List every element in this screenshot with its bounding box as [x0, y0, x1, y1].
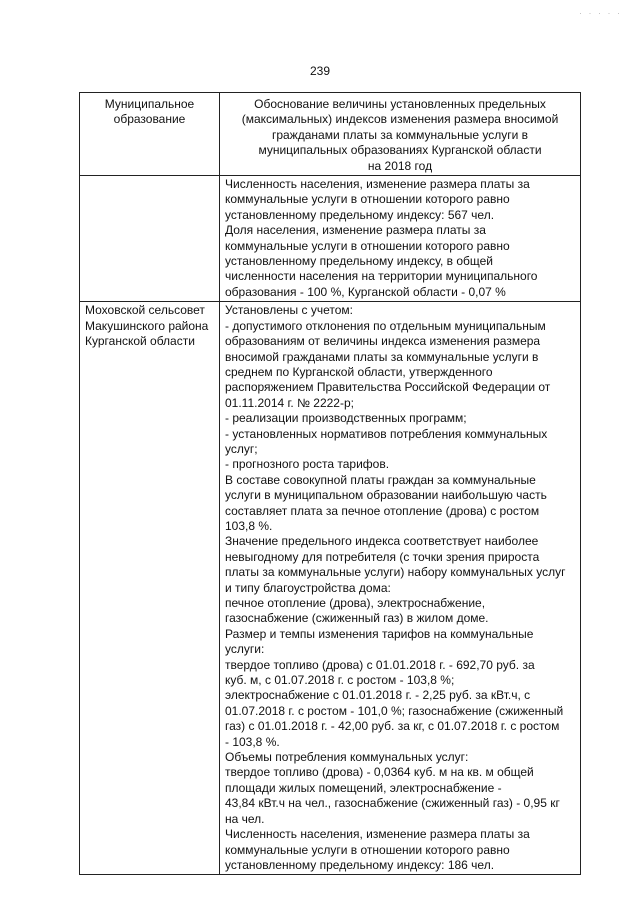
justification-line: твердое топливо (дрова) - 0,0364 куб. м на кв. м общей: [225, 765, 534, 780]
justification-line: - прогнозного роста тарифов.: [225, 457, 390, 472]
justification-line: услуги:: [225, 642, 265, 657]
justification-line: установленному предельному индексу: 186 чел.: [225, 857, 495, 872]
justification-line: образованиям от величины индекса изменения размера: [225, 334, 541, 349]
justification-line: электроснабжение с 01.01.2018 г. - 2,25 руб. за кВт.ч, с: [225, 688, 531, 703]
justification-line: составляет плата за печное отопление (дрова) с ростом: [225, 503, 540, 518]
header-right-line: (максимальных) индексов изменения размера вносимой: [241, 112, 559, 127]
header-right-line: гражданами платы за коммунальные услуги в: [271, 127, 529, 142]
justification-line: Объемы потребления коммунальных услуг:: [225, 750, 469, 765]
justification-line: Доля населения, изменение размера платы за: [225, 223, 486, 238]
justification-line: коммунальные услуги в отношении которого равно: [225, 842, 510, 857]
table-header-row: [80, 93, 581, 176]
justification-line: на чел.: [225, 811, 265, 826]
municipality-line: Макушинского района: [85, 318, 209, 333]
table-row: [80, 176, 581, 302]
scan-corner-mark: · · · · ·: [579, 8, 622, 18]
municipality-line: Моховской сельсовет: [85, 303, 205, 318]
justification-line: - допустимого отклонения по отдельным муниципальным: [225, 318, 546, 333]
municipality-cell: [80, 176, 220, 302]
justification-line: - 103,8 %.: [225, 734, 280, 749]
justification-line: площади жилых помещений, электроснабжение -: [225, 780, 502, 795]
header-justification-cell: [220, 93, 581, 176]
justification-line: численности населения на территории муниципального: [225, 269, 538, 284]
justification-line: 103,8 %.: [225, 518, 273, 533]
tariff-justification-table: [79, 92, 581, 875]
page-number: 239: [309, 64, 331, 78]
justification-line: и типу благоустройства дома:: [225, 580, 391, 595]
justification-line: невыгодному для потребителя (с точки зрения прироста: [225, 549, 540, 564]
justification-line: печное отопление (дрова), электроснабжение,: [225, 596, 486, 610]
justification-line: - реализации производственных программ;: [225, 411, 467, 426]
justification-line: коммунальные услуги в отношении которого равно: [225, 238, 510, 253]
header-left-line: образование: [113, 112, 186, 127]
municipality-cell: [80, 302, 220, 875]
justification-line: распоряжением Правительства Российской Федерации от: [225, 380, 551, 395]
header-right-line: Обоснование величины установленных предельных: [254, 97, 546, 111]
justification-line: - установленных нормативов потребления коммунальных: [225, 426, 548, 441]
justification-line: В составе совокупной платы граждан за коммунальные: [225, 472, 536, 487]
justification-line: платы за коммунальные услуги) набору коммунальных услуг: [225, 565, 566, 580]
justification-line: Численность населения, изменение размера платы за: [225, 827, 530, 842]
municipality-line: Курганской области: [85, 334, 195, 349]
justification-line: коммунальные услуги в отношении которого равно: [225, 192, 510, 207]
header-left-line: Муниципальное: [104, 97, 195, 111]
justification-line: 01.07.2018 г. с ростом - 101,0 %; газоснабжение (сжиженный: [225, 703, 564, 718]
justification-line: Установлены с учетом:: [225, 303, 353, 318]
justification-line: твердое топливо (дрова) с 01.01.2018 г. - 692,70 руб. за: [225, 657, 535, 672]
header-municipality-cell: [80, 93, 220, 176]
justification-line: куб. м, с 01.07.2018 г. с ростом - 103,8 %;: [225, 673, 455, 688]
justification-line: образования - 100 %, Курганской области - 0,07 %: [225, 284, 506, 299]
justification-line: услуг;: [225, 441, 258, 456]
justification-cell: [220, 302, 581, 875]
justification-line: газ) с 01.01.2018 г. - 42,00 руб. за кг, с 01.07.2018 г. с ростом: [225, 719, 560, 734]
justification-line: вносимой гражданами платы за коммунальные услуги в: [225, 349, 539, 364]
justification-cell: [220, 176, 581, 302]
justification-line: Размер и темпы изменения тарифов на коммунальные: [225, 626, 534, 641]
justification-line: Значение предельного индекса соответствует наиболее: [225, 534, 539, 549]
justification-line: услуги в муниципальном образовании наибольшую часть: [225, 488, 547, 503]
justification-line: Численность населения, изменение размера платы за: [225, 177, 530, 192]
header-right-line: муниципальных образованиях Курганской области: [258, 143, 542, 158]
justification-line: среднем по Курганской области, утвержденного: [225, 364, 493, 379]
justification-line: установленному предельному индексу: 567 чел.: [225, 207, 495, 222]
header-right-line: на 2018 год: [367, 158, 433, 173]
justification-line: газоснабжение (сжиженный газ) в жилом доме.: [225, 611, 489, 626]
table-row: [80, 302, 581, 875]
justification-line: 01.11.2014 г. № 2222-р;: [225, 395, 354, 410]
justification-line: установленному предельному индексу, в общей: [225, 254, 493, 269]
justification-line: 43,84 кВт.ч на чел., газоснабжение (сжиженный газ) - 0,95 кг: [225, 796, 560, 811]
